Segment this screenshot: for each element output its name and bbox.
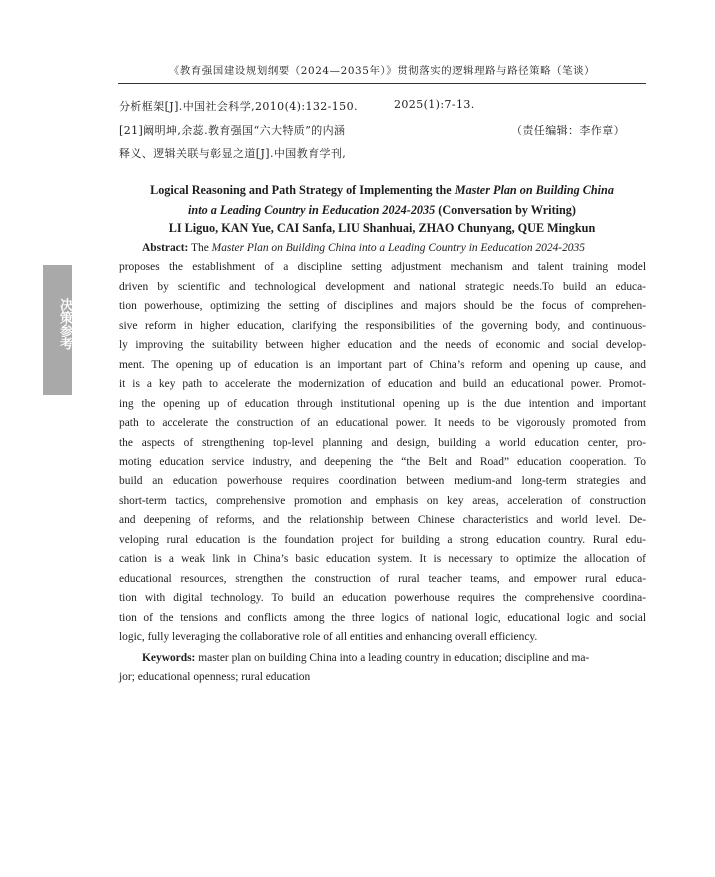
abstract-line: ly improving the suitability between higher education and the needs of economic and social develop- bbox=[119, 339, 646, 352]
abstract-line: build an education powerhouse requires coordination between medium-and long-term strategies and bbox=[119, 475, 646, 488]
reference-line-3: 释义、逻辑关联与彰显之道[J].中国教育学刊, bbox=[119, 147, 347, 160]
abstract-label: Abstract: bbox=[142, 242, 189, 254]
abstract-line: short-term tactics, comprehensive promotion and emphasis on key areas, acceleration of construction bbox=[119, 494, 646, 507]
reference-line-right: 2025(1):7-13. bbox=[394, 98, 475, 111]
side-tab-label: 决策参考 bbox=[57, 298, 72, 350]
title-italic-2: into a Leading Country in Eeducation 2024-2035 bbox=[188, 203, 436, 217]
reference-line-1: 分析框架[J].中国社会科学,2010(4):132-150. bbox=[119, 100, 358, 113]
english-title bbox=[118, 180, 646, 220]
title-part-2: (Conversation by Writing) bbox=[435, 203, 576, 217]
keywords bbox=[119, 649, 646, 688]
abstract-line: the aspects of strengthening top-level planning and design, building a world education center, pro- bbox=[119, 436, 646, 449]
abstract-plan-title: Master Plan on Building China into a Leading Country in Eeducation 2024-2035 bbox=[211, 242, 585, 254]
abstract bbox=[119, 239, 646, 648]
abstract-line: ment. The opening up of education is an important part of China’s reform and opening up cause, and bbox=[119, 358, 646, 371]
running-head: 《教育强国建设规划纲要（2024—2035年）》贯彻落实的逻辑理路与路径策略（笔谈） bbox=[168, 65, 596, 77]
abstract-line: tion with digital technology. To build an education powerhouse requires the comprehensive coordina- bbox=[119, 592, 646, 605]
authors: LI Liguo, KAN Yue, CAI Sanfa, LIU Shanhuai, ZHAO Chunyang, QUE Mingkun bbox=[168, 221, 596, 235]
abstract-line: it is a key path to accelerate the modernization of education and build an educational power. Promot- bbox=[119, 378, 646, 391]
abstract-line: tion of the tensions and conflicts among the three logics of national logic, educational logic and social bbox=[119, 611, 646, 624]
abstract-line: and deepening of reforms, and the relationship between Chinese characteristics and world level. De- bbox=[119, 514, 646, 527]
abstract-line: ing the opening up of education through institutional opening up is the due intention and important bbox=[119, 397, 646, 410]
abstract-line: veloping rural education is the foundation project for building a strong education country. Rural edu- bbox=[119, 533, 646, 546]
title-part-1: Logical Reasoning and Path Strategy of Implementing the bbox=[150, 183, 455, 197]
header-rule bbox=[118, 83, 646, 84]
abstract-lead: The bbox=[188, 242, 212, 254]
title-italic-1: Master Plan on Building China bbox=[454, 183, 614, 197]
abstract-line: tion powerhouse, optimizing the setting of disciplines and majors should be the focus of comprehen- bbox=[119, 300, 646, 313]
section-side-tab bbox=[43, 265, 72, 395]
keywords-line-2: jor; educational openness; rural education bbox=[119, 671, 311, 684]
abstract-line: logic, fully leveraging the collaborative role of all entities and enhancing overall efficiency. bbox=[119, 631, 538, 644]
abstract-line: driven by scientific and technological development and national strategic needs.To build an educa- bbox=[119, 280, 646, 293]
abstract-line: cation is a weak link in China’s basic education system. It is necessary to optimize the allocation of bbox=[119, 553, 646, 566]
abstract-line: moting education service industry, and deepening the “the Belt and Road” education cooperation. To bbox=[119, 455, 646, 468]
abstract-line: sive reform in higher education, clarifying the responsibilities of the governing body, and continuous- bbox=[119, 319, 646, 332]
keywords-line-1: master plan on building China into a leading country in education; discipline and ma- bbox=[195, 652, 590, 664]
abstract-line: path to accelerate the construction of an educational power. It needs to be vigorously promoted from bbox=[119, 417, 646, 430]
keywords-label: Keywords: bbox=[142, 652, 196, 664]
abstract-line: proposes the establishment of a discipline setting adjustment mechanism and talent training model bbox=[119, 261, 646, 274]
reference-line-2: [21]阚明坤,余蕊.教育强国“六大特质”的内涵 bbox=[119, 124, 346, 137]
editor-credit: （责任编辑：李作章） bbox=[511, 124, 625, 137]
abstract-line: educational resources, strengthen the construction of rural teacher teams, and empower rural educa- bbox=[119, 572, 646, 585]
